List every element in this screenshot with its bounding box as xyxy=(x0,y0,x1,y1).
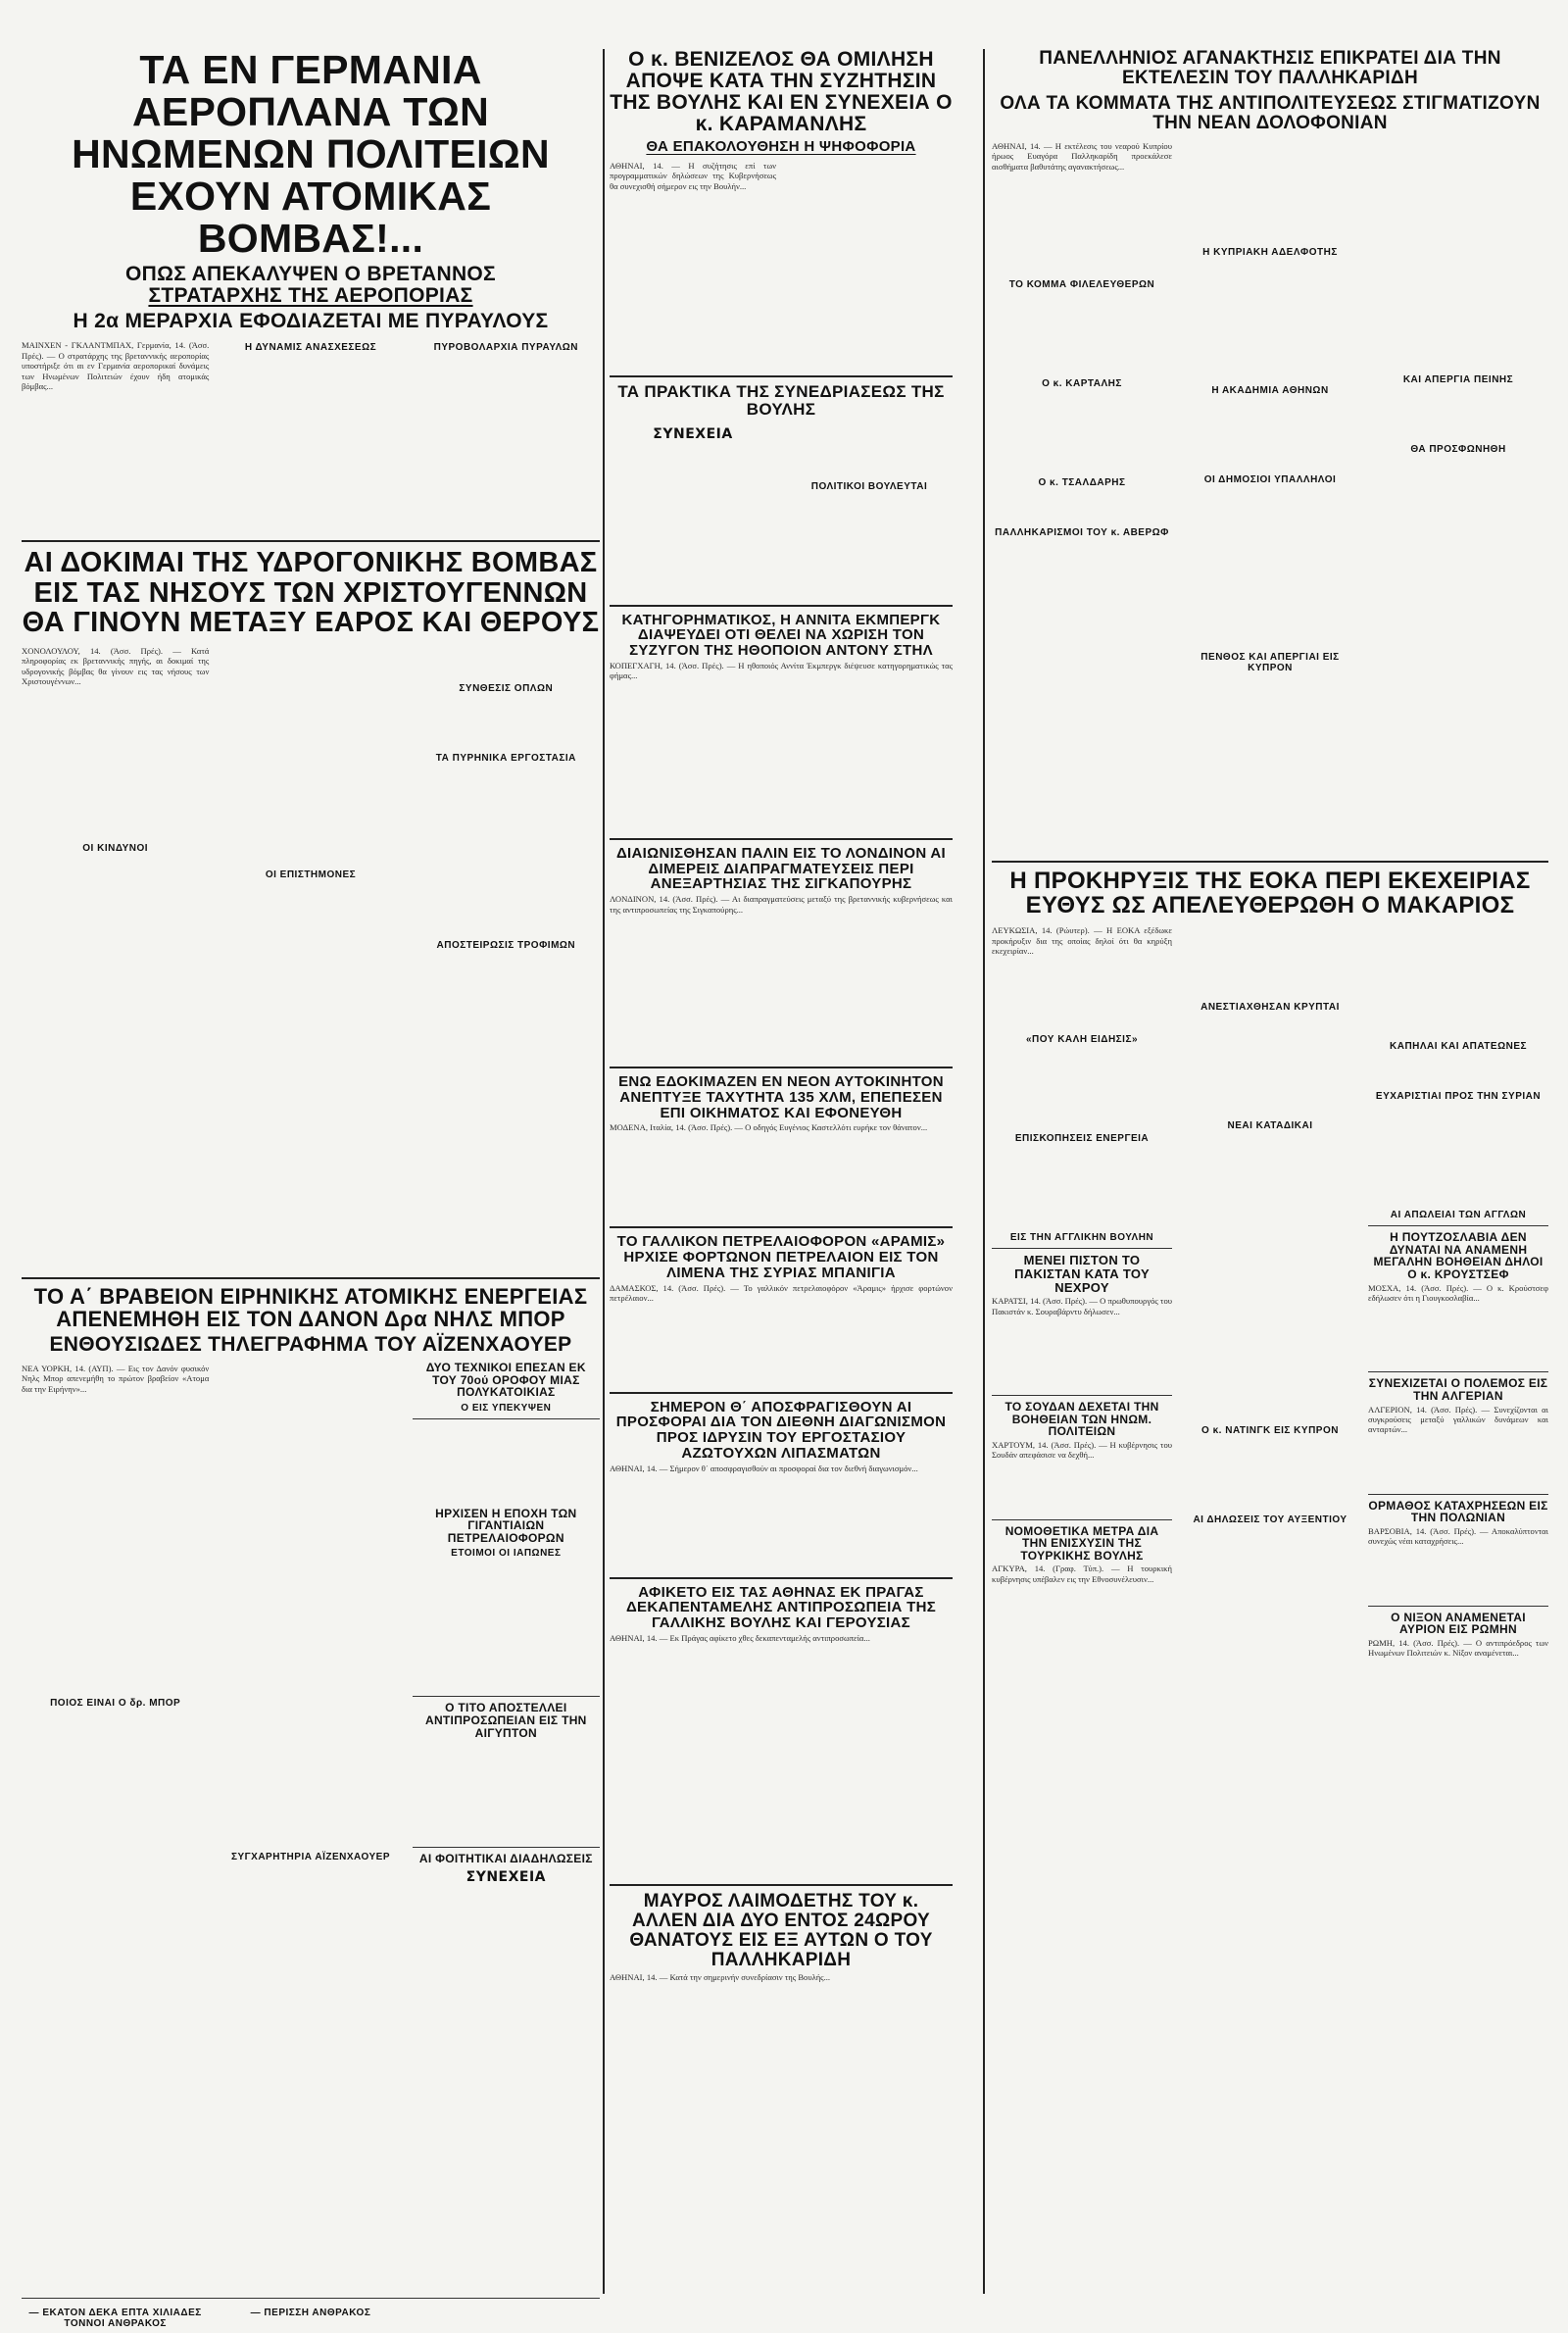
article-body xyxy=(610,661,953,832)
divider xyxy=(1368,1606,1548,1607)
divider xyxy=(610,1884,953,1886)
divider xyxy=(22,2298,600,2299)
headline-french-delegation: ΑΦΙΚΕΤΟ ΕΙΣ ΤΑΣ ΑΘΗΝΑΣ ΕΚ ΠΡΑΓΑΣ ΔΕΚΑΠΕΝΤΑΜΕΛΗΣ ΑΝΤΙΠΡΟΣΩΠΕΙΑ ΤΗΣ ΓΑΛΛΙΚΗΣ ΒΟΥΛΗΣ ΚΑΙ ΓΕΡΟΥΣΙΑΣ xyxy=(625,1583,937,1632)
section-subhead: ΕΙΣ ΤΗΝ ΑΓΓΛΙΚΗΝ ΒΟΥΛΗΝ xyxy=(1009,1232,1154,1244)
divider xyxy=(610,1392,953,1394)
divider xyxy=(22,1277,600,1279)
column-rule xyxy=(603,49,605,2294)
article-text: ΑΘΗΝΑΙ, 14. — Η συζήτησις επί των προγραμματικών δηλώσεων της Κυβερνήσεως θα συνεχισθή σήμερον εις την Βουλήν... xyxy=(610,160,776,191)
headline-nixon: Ο ΝΙΞΟΝ ΑΝΑΜΕΝΕΤΑΙ ΑΥΡΙΟΝ ΕΙΣ ΡΩΜΗΝ xyxy=(1391,1610,1526,1637)
article-body xyxy=(22,338,600,534)
section-subhead: Η ΑΚΑΔΗΜΙΑ ΑΘΗΝΩΝ xyxy=(1211,384,1329,396)
article-body xyxy=(610,894,953,1061)
headline-sudan: ΤΟ ΣΟΥΔΑΝ ΔΕΧΕΤΑΙ ΤΗΝ ΒΟΗΘΕΙΑΝ ΤΩΝ ΗΝΩΜ. ΠΟΛΙΤΕΙΩΝ xyxy=(1004,1400,1159,1439)
section-subhead: ΑΙ ΑΠΩΛΕΙΑΙ ΤΩΝ ΑΓΓΛΩΝ xyxy=(1390,1210,1527,1221)
headline-tito: Ο ΤΙΤΟ ΑΠΟΣΤΕΛΛΕΙ ΑΝΤΙΠΡΟΣΩΠΕΙΑΝ ΕΙΣ ΤΗΝ ΑΙΓΥΠΤΟΝ xyxy=(425,1701,587,1740)
headline-algeria: ΣΥΝΕΧΙΖΕΤΑΙ Ο ΠΟΛΕΜΟΣ ΕΙΣ ΤΗΝ ΑΛΓΕΡΙΑΝ xyxy=(1368,1376,1548,1403)
divider xyxy=(610,1067,953,1068)
headline-hydrogen-bomb: ΑΙ ΔΟΚΙΜΑΙ ΤΗΣ ΥΔΡΟΓΟΝΙΚΗΣ ΒΟΜΒΑΣ ΕΙΣ ΤΑΣ ΝΗΣΟΥΣ ΤΩΝ ΧΡΙΣΤΟΥΓΕΝΝΩΝ ΘΑ ΓΙΝΟΥΝ ΜΕΤΑΞΥ ΕΑΡΟΣ ΚΑΙ ΘΕΡΟΥΣ xyxy=(22,547,600,639)
divider xyxy=(413,1696,600,1697)
article-body xyxy=(992,139,1548,855)
section-subhead: Η ΔΥΝΑΜΙΣ ΑΝΑΣΧΕΣΕΩΣ xyxy=(244,342,377,354)
brief: — ΠΕΡΙΣΣΗ ΑΝΘΡΑΚΟΣ xyxy=(250,2307,371,2318)
article-text: ΛΟΝΔΙΝΟΝ, 14. (Άσσ. Πρές). — Αι διαπραγματεύσεις μεταξύ της βρεταννικής κυβερνήσεως και της αντιπροσωπείας της Σιγκαπούρης... xyxy=(610,894,953,915)
divider xyxy=(1368,1225,1548,1226)
article-text: ΜΟΔΕΝΑ, Ιταλία, 14. (Άσσ. Πρές). — Ο οδηγός Ευγένιος Καστελλότι ευρήκε τον θάνατον... xyxy=(610,1122,928,1133)
headline-venizelos: Ο κ. ΒΕΝΙΖΕΛΟΣ ΘΑ ΟΜΙΛΗΣΗ ΑΠΟΨΕ ΚΑΤΑ ΤΗΝ ΣΥΖΗΤΗΣΙΝ ΤΗΣ ΒΟΥΛΗΣ ΚΑΙ ΕΝ ΣΥΝΕΧΕΙΑ Ο κ. ΚΑΡΑΜΑΝΛΗΣ xyxy=(610,48,953,136)
article-body xyxy=(22,1362,600,2293)
section-subhead: ΤΑ ΠΥΡΗΝΙΚΑ ΕΡΓΟΣΤΑΣΙΑ xyxy=(435,752,576,764)
section-subhead: Ο κ. ΝΑΤΙΝΓΚ ΕΙΣ ΚΥΠΡΟΝ xyxy=(1201,1425,1339,1437)
headline-fertilizer: ΣΗΜΕΡΟΝ Θ΄ ΑΠΟΣΦΡΑΓΙΣΘΟΥΝ ΑΙ ΠΡΟΣΦΟΡΑΙ ΔΙΑ ΤΟΝ ΔΙΕΘΝΗ ΔΙΑΓΩΝΙΣΜΟΝ ΠΡΟΣ ΙΔΡΥΣΙΝ ΤΟΥ ΕΡΓΟΣΤΑΣΙΟΥ ΑΖΩΤΟΥΧΩΝ ΛΙΠΑΣΜΑΤΩΝ xyxy=(615,1398,947,1462)
article-text: ΑΘΗΝΑΙ, 14. — Η εκτέλεσις του νεαρού Κυπρίου ήρωος Ευαγόρα Παλληκαρίδη προεκάλεσε αισθήματα βαθυτάτης αγανακτήσεως... xyxy=(992,140,1172,172)
article-body xyxy=(610,422,953,599)
divider xyxy=(992,861,1548,863)
section-subhead: ΕΤΟΙΜΟΙ ΟΙ ΙΑΠΩΝΕΣ xyxy=(451,1548,562,1560)
section-subhead: ΝΕΑΙ ΚΑΤΑΔΙΚΑΙ xyxy=(1227,1120,1313,1132)
headline-aramis: ΤΟ ΓΑΛΛΙΚΟΝ ΠΕΤΡΕΛΑΙΟΦΟΡΟΝ «ΑΡΑΜΙΣ» ΗΡΧΙΣΕ ΦΟΡΤΩΝΟΝ ΠΕΤΡΕΛΑΙΟΝ ΕΙΣ ΤΟΝ ΛΙΜΕΝΑ ΤΗΣ ΣΥΡΙΑΣ ΜΠΑΝΙΓΙΑ xyxy=(616,1233,946,1281)
headline-parliament-minutes: ΤΑ ΠΡΑΚΤΙΚΑ ΤΗΣ ΣΥΝΕΔΡΙΑΣΕΩΣ ΤΗΣ ΒΟΥΛΗΣ xyxy=(617,381,945,419)
divider xyxy=(413,1418,600,1419)
bottom-briefs xyxy=(22,2304,600,2333)
article-body xyxy=(992,923,1548,2139)
headline-yugoslavia: Η ΠΟΥΤΖΟΣΛΑΒΙΑ ΔΕΝ ΔΥΝΑΤΑΙ ΝΑ ΑΝΑΜΕΝΗ ΜΕΓΑΛΗΝ ΒΟΗΘΕΙΑΝ ΔΗΛΟΙ Ο κ. ΚΡΟΥΣΤΣΕΦ xyxy=(1373,1230,1544,1281)
column-middle xyxy=(610,49,953,2289)
article-text: ΧΟΝΟΛΟΥΛΟΥ, 14. (Άσσ. Πρές). — Κατά πληροφορίας εκ βρεταννικής πηγής, αι δοκιμαί της υδρογονικής βόμβας θα γίνουν εις τας νήσους των Χριστουγέννων... xyxy=(22,645,210,686)
section-subhead: Ο ΕΙΣ ΥΠΕΚΥΨΕΝ xyxy=(461,1402,552,1414)
divider xyxy=(992,1248,1172,1249)
divider xyxy=(610,838,953,840)
section-subhead: ΠΕΝΘΟΣ ΚΑΙ ΑΠΕΡΓΙΑΙ ΕΙΣ ΚΥΠΡΟΝ xyxy=(1200,651,1340,673)
section-subhead: ΠΑΛΛΗΚΑΡΙΣΜΟΙ ΤΟΥ κ. ΑΒΕΡΩΦ xyxy=(995,526,1169,538)
divider xyxy=(22,540,600,542)
section-subhead: ΕΠΙΣΚΟΠΗΣΕΙΣ ΕΝΕΡΓΕΙΑ xyxy=(1014,1133,1150,1145)
section-subhead: ΑΝΕΣΤΙΑΧΘΗΣΑΝ ΚΡΥΠΤΑΙ xyxy=(1200,1002,1340,1014)
divider xyxy=(413,1847,600,1848)
article-text: ΝΕΑ ΥΟΡΚΗ, 14. (ΑΥΠ). — Εις τον Δανόν φυσικόν Νηλς Μπορ απενεμήθη το πρώτον βραβείον «Ατομα δια την Ειρήνην»... xyxy=(22,1363,210,1394)
section-subhead: ΠΟΙΟΣ ΕΙΝΑΙ Ο δρ. ΜΠΟΡ xyxy=(50,1698,181,1710)
headline-eoka: Η ΠΡΟΚΗΡΥΞΙΣ ΤΗΣ ΕΟΚΑ ΠΕΡΙ ΕΚΕΧΕΙΡΙΑΣ ΕΥΘΥΣ ΩΣ ΑΠΕΛΕΥΘΕΡΩΘΗ Ο ΜΑΚΑΡΙΟΣ xyxy=(1009,867,1531,918)
article-body xyxy=(610,1972,953,2119)
section-subhead: ΕΥΧΑΡΙΣΤΙΑΙ ΠΡΟΣ ΤΗΝ ΣΥΡΙΑΝ xyxy=(1375,1091,1542,1103)
article-text: ΑΘΗΝΑΙ, 14. — Κατά την σημερινήν συνεδρίασιν της Βουλής... xyxy=(610,1971,831,1982)
article-body xyxy=(610,1633,953,1878)
article-body xyxy=(610,1122,953,1220)
article-text: ΒΑΡΣΟΒΙΑ, 14. (Άσσ. Πρές). — Αποκαλύπτονται συνεχώς νέαι καταχρήσεις... xyxy=(1368,1525,1548,1547)
column-rule xyxy=(983,49,985,2294)
headline-tankers: ΗΡΧΙΣΕΝ Η ΕΠΟΧΗ ΤΩΝ ΓΙΓΑΝΤΙΑΙΩΝ ΠΕΤΡΕΛΑΙΟΦΟΡΩΝ xyxy=(435,1506,577,1545)
section-subhead: ΣΥΝΘΕΣΙΣ ΟΠΛΩΝ xyxy=(459,682,554,694)
article-text: ΜΟΣΧΑ, 14. (Άσσ. Πρές). — Ο κ. Κρούστσεφ εδήλωσεν ότι η Γιουγκοσλαβία... xyxy=(1368,1282,1548,1303)
headline-car-crash: ΕΝΩ ΕΔΟΚΙΜΑΖΕΝ ΕΝ ΝΕΟΝ ΑΥΤΟΚΙΝΗΤΟΝ ΑΝΕΠΤΥΞΕ ΤΑΧΥΤΗΤΑ 135 ΧΛΜ, ΕΠΕΠΕΣΕΝ ΕΠΙ ΟΙΚΗΜΑΤΟΣ ΚΑΙ ΕΦΟΝΕΥΘΗ xyxy=(618,1073,944,1121)
section-subhead: ΠΟΛΙΤΙΚΟΙ ΒΟΥΛΕΥΤΑΙ xyxy=(810,480,928,492)
subhead: ΕΝΘΟΥΣΙΩΔΕΣ ΤΗΛΕΓΡΑΦΗΜΑ ΤΟΥ ΑΪΖΕΝΧΑΟΥΕΡ xyxy=(49,1332,572,1356)
divider xyxy=(610,605,953,607)
divider xyxy=(1368,1371,1548,1372)
continued-label: ΣΥΝΕΧΕΙΑ xyxy=(466,1868,547,1885)
headline-bohr-prize: ΤΟ Α΄ ΒΡΑΒΕΙΟΝ ΕΙΡΗΝΙΚΗΣ ΑΤΟΜΙΚΗΣ ΕΝΕΡΓΕΙΑΣ ΑΠΕΝΕΜΗΘΗ ΕΙΣ ΤΟΝ ΔΑΝΟΝ Δρα ΝΗΛΣ ΜΠΟΡ xyxy=(33,1283,588,1331)
article-body xyxy=(22,644,600,1271)
article-text: ΔΑΜΑΣΚΟΣ, 14. (Άσσ. Πρές). — Το γαλλικόν πετρελαιοφόρον «Άραμις» ήρχισε φορτώνον πετρέλαιον... xyxy=(610,1282,953,1304)
divider xyxy=(992,1395,1172,1396)
article-body xyxy=(610,159,953,370)
article-text: ΧΑΡΤΟΥΜ, 14. (Άσσ. Πρές). — Η κυβέρνησις του Σουδάν απεφάσισε να δεχθή... xyxy=(992,1439,1172,1461)
headline-outrage: ΠΑΝΕΛΛΗΝΙΟΣ ΑΓΑΝΑΚΤΗΣΙΣ ΕΠΙΚΡΑΤΕΙ ΔΙΑ ΤΗΝ ΕΚΤΕΛΕΣΙΝ ΤΟΥ ΠΑΛΛΗΚΑΡΙΔΗ xyxy=(1039,48,1501,88)
section-subhead: ΘΑ ΠΡΟΣΦΩΝΗΘΗ xyxy=(1410,443,1506,455)
article-text: ΑΘΗΝΑΙ, 14. — Σήμερον θ΄ αποσφραγισθούν αι προσφοραί δια τον διεθνή διαγωνισμόν... xyxy=(610,1463,918,1473)
headline-atomic-bombs: ΤΑ ΕΝ ΓΕΡΜΑΝΙΑ ΑΕΡΟΠΛΑΝΑ ΤΩΝ ΗΝΩΜΕΝΩΝ ΠΟΛΙΤΕΙΩΝ ΕΧΟΥΝ ΑΤΟΜΙΚΑΣ ΒΟΜΒΑΣ!... xyxy=(72,47,550,262)
section-subhead: ΟΙ ΕΠΙΣΤΗΜΟΝΕΣ xyxy=(265,869,357,880)
article-text: ΚΑΡΑΤΣΙ, 14. (Άσσ. Πρές). — Ο πρωθυπουργός του Πακιστάν κ. Σουραβάρντυ δήλωσεν... xyxy=(992,1296,1172,1316)
headline-technicians: ΔΥΟ ΤΕΧΝΙΚΟΙ ΕΠΕΣΑΝ ΕΚ ΤΟΥ 70ού ΟΡΟΦΟΥ ΜΙΑΣ ΠΟΛΥΚΑΤΟΙΚΙΑΣ xyxy=(425,1360,586,1400)
article-text: ΚΟΠΕΓΧΑΓΗ, 14. (Άσσ. Πρές). — Η ηθοποιός Αννίτα Έκμπεργκ διέψευσε κατηγορηματικώς τας φήμας... xyxy=(610,660,953,681)
column-left xyxy=(22,47,600,2329)
section-subhead: ΑΠΟΣΤΕΙΡΩΣΙΣ ΤΡΟΦΙΜΩΝ xyxy=(436,939,576,951)
divider xyxy=(1368,1494,1548,1495)
brief: — ΕΚΑΤΟΝ ΔΕΚΑ ΕΠΤΑ ΧΙΛΙΑΔΕΣ ΤΟΝΝΟΙ ΑΝΘΡΑΚΟΣ xyxy=(28,2307,202,2329)
subhead: ΟΛΑ ΤΑ ΚΟΜΜΑΤΑ ΤΗΣ ΑΝΤΙΠΟΛΙΤΕΥΣΕΩΣ ΣΤΙΓΜΑΤΙΖΟΥΝ ΤΗΝ ΝΕΑΝ ΔΟΛΟΦΟΝΙΑΝ xyxy=(1000,92,1541,133)
section-subhead: ΟΙ ΔΗΜΟΣΙΟΙ ΥΠΑΛΛΗΛΟΙ xyxy=(1203,473,1337,485)
continued-label: ΣΥΝΕΧΕΙΑ xyxy=(653,425,733,442)
article-text: ΑΛΓΕΡΙΟΝ, 14. (Άσσ. Πρές). — Συνεχίζονται αι συγκρούσεις μεταξύ γαλλικών δυνάμεων και ανταρτών... xyxy=(1368,1404,1548,1435)
headline-ekberg: ΚΑΤΗΓΟΡΗΜΑΤΙΚΟΣ, Η ΑΝΝΙΤΑ ΕΚΜΠΕΡΓΚ ΔΙΑΨΕΥΔΕΙ ΟΤΙ ΘΕΛΕΙ ΝΑ ΧΩΡΙΣΗ ΤΟΝ ΣΥΖΥΓΟΝ ΤΗΣ ΗΘΟΠΟΙΟΝ ΑΝΤΟΝΥ ΣΤΗΛ xyxy=(621,611,941,660)
divider xyxy=(992,1519,1172,1520)
article-text: ΡΩΜΗ, 14. (Άσσ. Πρές). — Ο αντιπρόεδρος των Ηνωμένων Πολιτειών κ. Νίξον αναμένεται... xyxy=(1368,1637,1548,1659)
headline-students: ΑΙ ΦΟΙΤΗΤΙΚΑΙ ΔΙΑΔΗΛΩΣΕΙΣ xyxy=(418,1852,593,1866)
subhead: ΣΤΡΑΤΑΡΧΗΣ ΤΗΣ ΑΕΡΟΠΟΡΙΑΣ xyxy=(148,284,473,308)
article-text: ΑΘΗΝΑΙ, 14. — Εκ Πράγας αφίκετο χθες δεκαπενταμελής αντιπροσωπεία... xyxy=(610,1632,870,1643)
headline-turkey: ΝΟΜΟΘΕΤΙΚΑ ΜΕΤΡΑ ΔΙΑ ΤΗΝ ΕΝΙΣΧΥΣΙΝ ΤΗΣ ΤΟΥΡΚΙΚΗΣ ΒΟΥΛΗΣ xyxy=(1004,1523,1159,1563)
section-subhead: ΚΑΠΗΛΑΙ ΚΑΙ ΑΠΑΤΕΩΝΕΣ xyxy=(1390,1041,1527,1053)
article-body xyxy=(610,1283,953,1386)
divider xyxy=(610,1577,953,1579)
section-subhead: ΚΑΙ ΑΠΕΡΓΙΑ ΠΕΙΝΗΣ xyxy=(1402,373,1514,385)
column-right xyxy=(992,49,1548,2289)
headline-pakistan: ΜΕΝΕΙ ΠΙΣΤΟΝ ΤΟ ΠΑΚΙΣΤΑΝ ΚΑΤΑ ΤΟΥ ΝΕΧΡΟΥ xyxy=(1014,1253,1150,1295)
section-subhead: ΟΙ ΚΙΝΔΥΝΟΙ xyxy=(82,843,149,855)
headline-poland: ΟΡΜΑΘΟΣ ΚΑΤΑΧΡΗΣΕΩΝ ΕΙΣ ΤΗΝ ΠΟΛΩΝΙΑΝ xyxy=(1368,1498,1548,1525)
divider xyxy=(610,1226,953,1228)
section-subhead: ΑΙ ΔΗΛΩΣΕΙΣ ΤΟΥ ΑΥΞΕΝΤΙΟΥ xyxy=(1193,1514,1348,1526)
section-subhead: ΤΟ ΚΟΜΜΑ ΦΙΛΕΛΕΥΘΕΡΩΝ xyxy=(1008,278,1155,290)
headline-singapore: ΔΙΑΙΩΝΙΣΘΗΣΑΝ ΠΑΛΙΝ ΕΙΣ ΤΟ ΛΟΝΔΙΝΟΝ ΑΙ ΔΙΜΕΡΕΙΣ ΔΙΑΠΡΑΓΜΑΤΕΥΣΕΙΣ ΠΕΡΙ ΑΝΕΞΑΡΤΗΣΙΑΣ ΤΗΣ ΣΙΓΚΑΠΟΥΡΗΣ xyxy=(615,844,947,893)
subhead: Η 2α ΜΕΡΑΡΧΙΑ ΕΦΟΔΙΑΖΕΤΑΙ ΜΕ ΠΥΡΑΥΛΟΥΣ xyxy=(73,310,549,333)
headline-pallikaridis: ΜΑΥΡΟΣ ΛΑΙΜΟΔΕΤΗΣ ΤΟΥ κ. ΑΛΛΕΝ ΔΙΑ ΔΥΟ ΕΝΤΟΣ 24ΩΡΟΥ ΘΑΝΑΤΟΥΣ ΕΙΣ ΕΞ ΑΥΤΩΝ Ο ΤΟΥ ΠΑΛΛΗΚΑΡΙΔΗ xyxy=(629,1890,933,1970)
article-text: ΑΓΚΥΡΑ, 14. (Γραφ. Τύπ.). — Η τουρκική κυβέρνησις υπέβαλεν εις την Εθνοσυνέλευσιν... xyxy=(992,1564,1172,1584)
section-subhead: Ο κ. ΚΑΡΤΑΛΗΣ xyxy=(1042,377,1122,389)
article-text: ΜΑΙΝΧΕΝ - ΓΚΛΑΝΤΜΠΑΧ, Γερμανία, 14. (Άσσ. Πρές). — Ο στρατάρχης της βρεταννικής αεροπορίας υποστήριξε ότι αι εν Γερμανία αεροπορικαί δυνάμεις των Ηνωμένων Πολιτειών έχουν ήδη ατομικάς βόμβας... xyxy=(22,340,210,391)
subhead: ΟΠΩΣ ΑΠΕΚΑΛΥΨΕΝ Ο ΒΡΕΤΑΝΝΟΣ xyxy=(125,263,496,286)
subhead: ΘΑ ΕΠΑΚΟΛΟΥΘΗΣΗ Η ΨΗΦΟΦΟΡΙΑ xyxy=(646,138,916,156)
article-text: ΛΕΥΚΩΣΙΑ, 14. (Ρώυτερ). — Η ΕΟΚΑ εξέδωκε προκήρυξιν δια της οποίας δηλοί ότι θα κηρύξη εκεχειρίαν... xyxy=(992,925,1172,956)
section-subhead: «ΠΟΥ ΚΑΛΗ ΕΙΔΗΣΙΣ» xyxy=(1025,1034,1139,1046)
section-subhead: Ο κ. ΤΣΑΛΔΑΡΗΣ xyxy=(1038,476,1126,488)
section-subhead: ΣΥΓΧΑΡΗΤΗΡΙΑ ΑΪΖΕΝΧΑΟΥΕΡ xyxy=(230,1851,390,1862)
article-body xyxy=(610,1464,953,1571)
divider xyxy=(610,375,953,377)
section-subhead: Η ΚΥΠΡΙΑΚΗ ΑΔΕΛΦΟΤΗΣ xyxy=(1202,246,1338,258)
section-subhead: ΠΥΡΟΒΟΛΑΡΧΙΑ ΠΥΡΑΥΛΩΝ xyxy=(433,342,579,354)
